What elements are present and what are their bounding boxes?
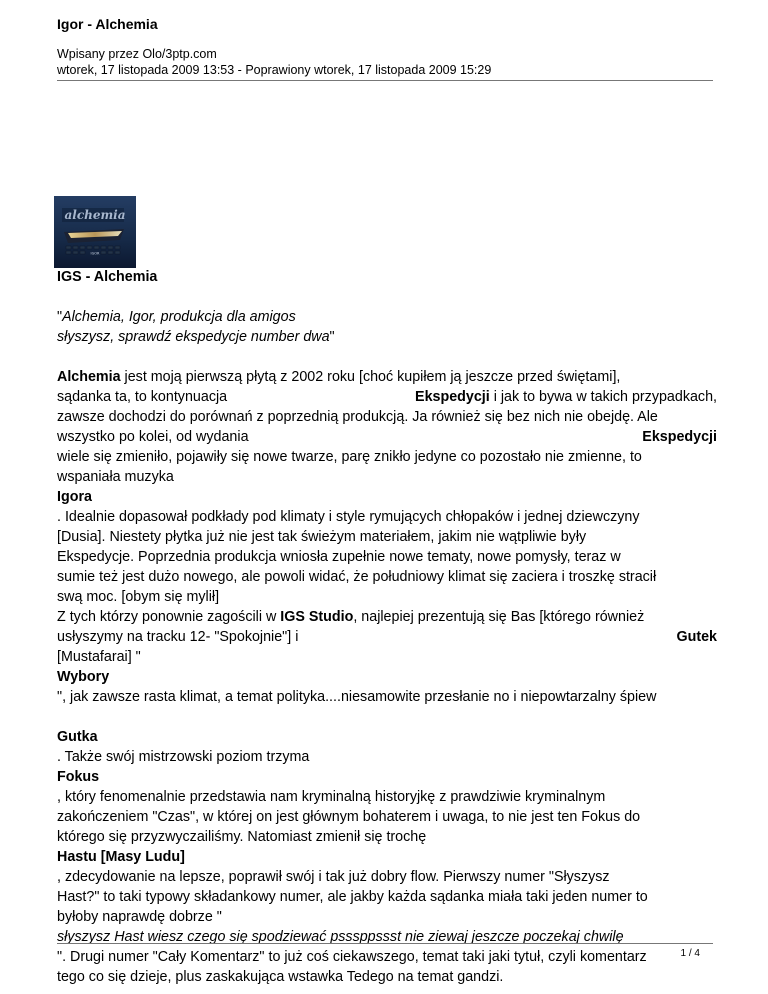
paragraph-line: ". Drugi numer "Cały Komentarz" to już coś ciekawszego, temat taki jaki tytuł, czyli komentarz [57, 949, 647, 965]
paragraph-line: usłyszymy na tracku 12- "Spokojnie"] i Gutek [57, 629, 717, 645]
footer-divider [57, 943, 713, 944]
paragraph-line: sądanka ta, to kontynuacja Ekspedycji i jak to bywa w takich przypadkach, [57, 389, 717, 405]
article-title: Igor - Alchemia [57, 16, 158, 32]
album-cover-image [54, 196, 136, 268]
paragraph-line: sumie też jest dużo nowego, ale powoli widać, że południowy klimat się zaciera i troszkę stracił [57, 569, 657, 585]
cover-logo-text: alchemia [64, 208, 126, 222]
paragraph-line: wszystko po kolei, od wydania Ekspedycji [57, 429, 717, 445]
cover-small-label: IGOR [90, 251, 100, 256]
paragraph-line: byłoby naprawdę dobrze " [57, 909, 222, 925]
paragraph-line: . Idealnie dopasował podkłady pod klimaty i style rymujących chłopaków i jednej dziewczyny [57, 509, 640, 525]
intro-quote-line2: słyszysz, sprawdź ekspedycje number dwa [57, 329, 330, 345]
album-cover-art [54, 196, 136, 268]
paragraph-line: , zdecydowanie na lepsze, poprawił swój i tak już dobry flow. Pierwszy numer "Słyszysz [57, 869, 610, 885]
paragraph-line: Alchemia jest moją pierwszą płytą z 2002 roku [choć kupiłem ją jeszcze przed świętami], [57, 369, 621, 385]
paragraph-line: zakończeniem "Czas", w której on jest głównym bohaterem i uwaga, to nie jest ten Fokus do [57, 809, 641, 825]
paragraph-line: zawsze dochodzi do porównań z poprzednią produkcją. Ja również się bez nich nie obejdę. Ale [57, 409, 658, 425]
paragraph-line: Ekspedycje. Poprzednia produkcja wniosła zupełnie nowe tematy, nowe pomysły, teraz w [57, 549, 621, 565]
bold-name: Fokus [57, 769, 100, 785]
page-header [57, 16, 713, 78]
bold-name: Igora [57, 489, 92, 505]
paragraph-line: Z tych którzy ponownie zagościli w IGS Studio, najlepiej prezentują się Bas [którego również [57, 609, 645, 625]
album-heading: IGS - Alchemia [57, 269, 158, 285]
article-body: IGS - Alchemia "Alchemia, Igor, produkcja dla amigos słyszysz, sprawdź ekspedycje number dwa" Alchemia jest moją pierwszą płytą z 2002 roku [choć kupiłem ją jeszcze przed świętami], sądanka ta, to kontynuacja Ekspedycji i jak to bywa w takich przypadkach, zawsze dochodzi do porównań z poprzednią produkcją. Ja również się bez nich nie obejdę. Ale wszystko po kolei, od wydania Ekspedycji wiele się zmieniło, pojawiły się nowe twarze, parę znikło jedyne co pozostało nie zmienne, to wspaniała muzyka Igora . Idealnie dopasował podkłady pod klimaty i style rymujących chłopaków i jednej dziewczyny [Dusia]. Niestety płytka już nie jest tak świeżym materiałem, jakim nie wątpliwie były Ekspedycje. Poprzednia produkcja wniosła zupełnie nowe tematy, nowe pomysły, teraz w sumie też jest dużo nowego, ale powoli widać, że południowy klimat się zaciera i troszkę stracił swą moc. [obym się mylił] Z tych którzy ponownie zagościli w IGS Studio, najlepiej prezentują się Bas [którego również usłyszymy na tracku 12- "Spokojnie"] i Gutek [Mustafarai] " Wybory ", jak zawsze rasta klimat, a temat polityka....niesamowite przesłanie no i niepowtarzalny śpiew Gutka . Także swój mistrzowski poziom trzyma Fokus , który fenomenalnie przedstawia nam kryminalną historyjkę z prawdziwie kryminalnym zakończeniem "Czas", w której on jest głównym bohaterem i uwaga, to nie jest ten Fokus do którego się przyzwyczailiśmy. Natomiast zmienił się trochę Hastu [Masy Ludu] , zdecydowanie na lepsze, poprawił swój i tak już dobry flow. Pierwszy numer "Słyszysz Hast?" to taki typowy składankowy numer, ale jakby każda sądanka miała taki jeden numer to byłoby naprawdę dobrze " słyszysz Hast wiesz czego się spodziewać psssppssst nie ziewaj jeszcze poczekaj chwilę ". Drugi numer "Cały Komentarz" to już coś ciekawszego, temat taki jaki tytuł, czyli komentarz tego co się dzieje, plus zaskakująca wstawka Tedego na temat gandzi. [57, 269, 717, 985]
paragraph-line: Hast?" to taki typowy składankowy numer, ale jakby każda sądanka miała taki jeden numer to [57, 889, 648, 905]
header-divider [57, 80, 713, 81]
paragraph-line: wspaniała muzyka [57, 469, 174, 485]
paragraph-line: [Mustafarai] " [57, 649, 141, 665]
paragraph-line: wiele się zmieniło, pojawiły się nowe twarze, parę znikło jedyne co pozostało nie zmienne, to [57, 449, 642, 465]
paragraph-line: [Dusia]. Niestety płytka już nie jest tak świeżym materiałem, jakim nie wątpliwie były [57, 529, 587, 545]
bold-name: Wybory [57, 669, 110, 685]
paragraph-line: którego się przyzwyczailiśmy. Natomiast zmienił się trochę [57, 829, 427, 845]
paragraph-line: tego co się dzieje, plus zaskakująca wstawka Tedego na temat gandzi. [57, 969, 504, 985]
bold-name: Hastu [Masy Ludu] [57, 849, 185, 865]
paragraph-line: . Także swój mistrzowski poziom trzyma [57, 749, 310, 765]
author-line: Wpisany przez Olo/3ptp.com [57, 47, 217, 61]
paragraph-line: ", jak zawsze rasta klimat, a temat polityka....niesamowite przesłanie no i niepowtarzalny śpiew [57, 689, 657, 705]
bold-name: Gutka [57, 729, 98, 745]
date-line: wtorek, 17 listopada 2009 13:53 - Poprawiony wtorek, 17 listopada 2009 15:29 [57, 63, 492, 77]
italic-quote: słyszysz Hast wiesz czego się spodziewać psssppssst nie ziewaj jeszcze poczekaj chwilę [57, 929, 624, 945]
paragraph-line: , który fenomenalnie przedstawia nam kryminalną historyjkę z prawdziwie kryminalnym [57, 789, 606, 805]
paragraph-line: swą moc. [obym się mylił] [57, 589, 220, 605]
page-number: 1 / 4 [680, 948, 700, 959]
intro-quote: "Alchemia, Igor, produkcja dla amigos [57, 309, 296, 325]
